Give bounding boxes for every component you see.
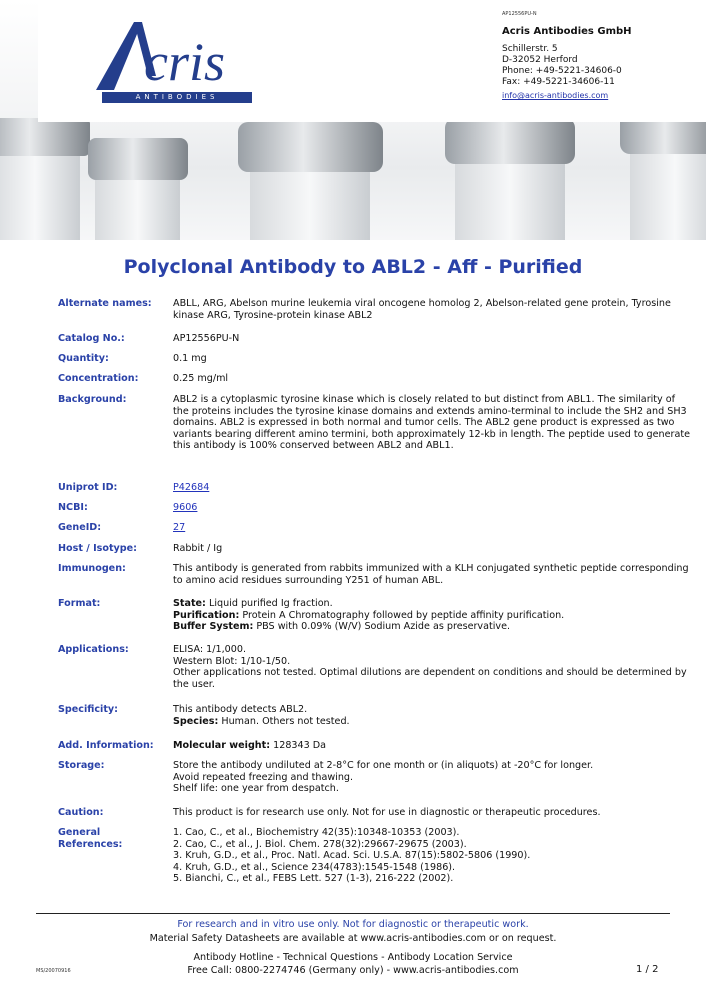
label-storage: Storage: xyxy=(58,760,105,771)
page-number: 1 / 2 xyxy=(636,964,659,975)
format-buffer: PBS with 0.09% (W/V) Sodium Azide as preservative. xyxy=(256,621,511,632)
doc-code: AP12556PU-N xyxy=(502,11,537,17)
value-host: Rabbit / Ig xyxy=(173,543,223,554)
contact-block xyxy=(490,0,706,122)
company-street: Schillerstr. 5 xyxy=(502,44,558,54)
company-name: Acris Antibodies GmbH xyxy=(502,26,632,37)
label-uniprot: Uniprot ID: xyxy=(58,482,118,493)
footer-disclaimer: For research and in vitro use only. Not for diagnostic or therapeutic work. xyxy=(177,919,529,930)
mw-value: 128343 Da xyxy=(273,740,327,751)
format-buffer-label: Buffer System: xyxy=(173,621,254,632)
reference-item: 3. Kruh, G.D., et al., Proc. Natl. Acad. Sci. U.S.A. 87(15):5802-5806 (1990). xyxy=(173,850,531,861)
uniprot-link[interactable]: P42684 xyxy=(173,482,210,493)
storage-line-1: Store the antibody undiluted at 2-8°C for one month or (in aliquots) at -20°C for longer. xyxy=(173,760,594,771)
format-state: Liquid purified Ig fraction. xyxy=(208,598,333,609)
footer-doc-code: MS/20070916 xyxy=(36,968,71,974)
label-format: Format: xyxy=(58,598,101,609)
label-immunogen: Immunogen: xyxy=(58,563,126,574)
label-alternate-names: Alternate names: xyxy=(58,298,152,309)
footer-hotline: Antibody Hotline - Technical Questions - Antibody Location Service xyxy=(193,952,513,963)
specificity-line-1: This antibody detects ABL2. xyxy=(173,704,308,715)
storage-line-3: Shelf life: one year from despatch. xyxy=(173,783,339,794)
company-city: D-32052 Herford xyxy=(502,55,578,65)
label-quantity: Quantity: xyxy=(58,353,109,364)
company-email-link[interactable]: info@acris-antibodies.com xyxy=(502,91,609,100)
reference-item: 2. Cao, C., et al., J. Biol. Chem. 278(32):29667-29675 (2003). xyxy=(173,838,467,850)
logo-tagline: ANTIBODIES xyxy=(102,92,252,103)
format-purification: Protein A Chromatography followed by peptide affinity purification. xyxy=(242,609,565,621)
logo-area xyxy=(38,0,490,122)
footer-freecall: Free Call: 0800-2274746 (Germany only) - www.acris-antibodies.com xyxy=(187,965,519,976)
value-references xyxy=(173,827,693,885)
page-title: Polyclonal Antibody to ABL2 - Aff - Purified xyxy=(123,256,583,278)
label-references-1: General xyxy=(58,827,101,838)
format-state-label: State: xyxy=(173,598,206,609)
value-quantity: 0.1 mg xyxy=(173,353,207,364)
label-geneid: GeneID: xyxy=(58,522,102,533)
value-format xyxy=(173,598,693,633)
label-host: Host / Isotype: xyxy=(58,543,138,554)
reference-item: 4. Kruh, G.D., et al., Science 234(4783):1545-1548 (1986). xyxy=(173,861,456,873)
label-applications: Applications: xyxy=(58,644,129,655)
reference-item: 1. Cao, C., et al., Biochemistry 42(35):10348-10353 (2003). xyxy=(173,827,460,838)
label-background: Background: xyxy=(58,394,127,405)
label-caution: Caution: xyxy=(58,807,104,818)
label-concentration: Concentration: xyxy=(58,373,139,384)
storage-line-2: Avoid repeated freezing and thawing. xyxy=(173,771,354,783)
company-fax: Fax: +49-5221-34606-11 xyxy=(502,77,615,87)
acris-logo-icon xyxy=(96,18,266,93)
value-add-info xyxy=(173,740,693,752)
label-references-2: References: xyxy=(58,838,123,850)
app-line-1: ELISA: 1/1,000. xyxy=(173,644,247,655)
value-applications xyxy=(173,644,693,690)
label-add-info: Add. Information: xyxy=(58,740,154,751)
label-ncbi: NCBI: xyxy=(58,502,88,513)
species-value: Human. Others not tested. xyxy=(221,715,350,727)
reference-item: 5. Bianchi, C., et al., FEBS Lett. 527 (1-3), 216-222 (2002). xyxy=(173,873,454,884)
value-storage xyxy=(173,760,693,795)
label-references xyxy=(58,827,168,850)
footer-msds: Material Safety Datasheets are available at www.acris-antibodies.com or on request. xyxy=(149,933,557,944)
value-background: ABL2 is a cytoplasmic tyrosine kinase which is closely related to but distinct from ABL1. The similarity of the proteins includes the tyrosine kinase domains and extends amino-terminal to include the SH2 and SH3 domains. ABL2 is expressed in both normal and tumor cells. The ABL2 gene product is expressed as two variants bearing different amino termini, both approximately 12-kb in length. The peptide used to generate this antibody is 100% conserved between ABL2 and ABL1. xyxy=(173,394,691,451)
value-specificity xyxy=(173,704,693,727)
header-banner xyxy=(0,0,706,240)
label-specificity: Specificity: xyxy=(58,704,119,715)
value-concentration: 0.25 mg/ml xyxy=(173,373,229,384)
value-caution: This product is for research use only. Not for use in diagnostic or therapeutic procedures. xyxy=(173,807,601,818)
value-catalog: AP12556PU-N xyxy=(173,333,240,344)
company-phone: Phone: +49-5221-34606-0 xyxy=(502,66,622,76)
ncbi-link[interactable]: 9606 xyxy=(173,502,198,513)
geneid-link[interactable]: 27 xyxy=(173,522,186,533)
species-label: Species: xyxy=(173,715,219,727)
value-immunogen: This antibody is generated from rabbits immunized with a KLH conjugated synthetic peptide corresponding to amino acid residues surrounding Y251 of human ABL. xyxy=(173,563,689,586)
app-line-3: Other applications not tested. Optimal dilutions are dependent on conditions and should be determined by the user. xyxy=(173,667,687,690)
footer-divider xyxy=(36,913,670,914)
format-purification-label: Purification: xyxy=(173,609,240,621)
value-alternate-names: ABLL, ARG, Abelson murine leukemia viral oncogene homolog 2, Abelson-related gene protein, Tyrosine kinase ARG, Tyrosine-protein kinase ABL2 xyxy=(173,298,671,321)
mw-label: Molecular weight: xyxy=(173,740,271,751)
app-line-2: Western Blot: 1/10-1/50. xyxy=(173,655,291,667)
label-catalog: Catalog No.: xyxy=(58,333,125,344)
svg-text:cris: cris xyxy=(144,32,225,92)
